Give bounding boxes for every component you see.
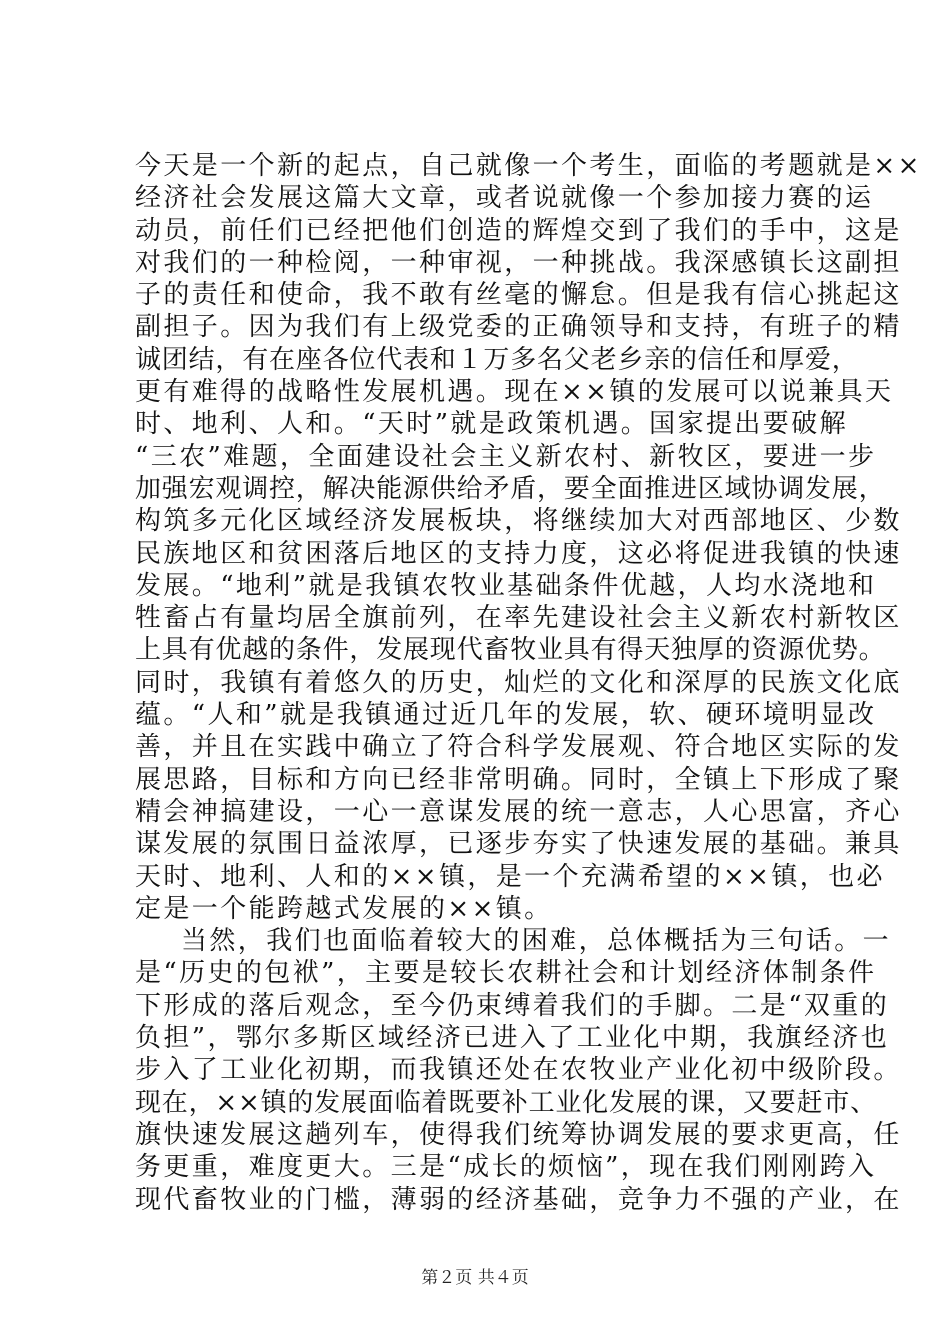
text-line: 经济社会发展这篇大文章，或者说就像一个参加接力赛的运	[135, 183, 874, 214]
text-line: 下形成的落后观念，至今仍束缚着我们的手脚。二是“双重的	[135, 990, 890, 1021]
text-line: 牲畜占有量均居全旗前列，在率先建设社会主义新农村新牧区	[135, 603, 902, 634]
text-line: “三农”难题，全面建设社会主义新农村、新牧区，要进一步	[135, 441, 877, 472]
text-line: 谋发展的氛围日益浓厚，已逐步夯实了快速发展的基础。兼具	[135, 829, 902, 860]
text-line: 民族地区和贫困落后地区的支持力度，这必将促进我镇的快速	[135, 538, 902, 569]
text-line: 旗快速发展这趟列车，使得我们统筹协调发展的要求更高，任	[135, 1119, 902, 1150]
text-line: 今天是一个新的起点，自己就像一个考生，面临的考题就是××	[135, 151, 922, 181]
text-line: 善，并且在实践中确立了符合科学发展观、符合地区实际的发	[135, 732, 902, 763]
text-line: 加强宏观调控，解决能源供给矛盾，要全面推进区域协调发展，	[135, 473, 886, 504]
text-line: 发展。“地利”就是我镇农牧业基础条件优越，人均水浇地和	[135, 570, 877, 601]
text-line: 精会神搞建设，一心一意谋发展的统一意志，人心思富，齐心	[135, 796, 902, 827]
page-footer: 第２页 共４页	[421, 1268, 529, 1288]
text-line: 天时、地利、人和的××镇，是一个充满希望的××镇，也必	[135, 861, 885, 892]
paragraph-start-line: 当然，我们也面临着较大的困难，总体概括为三句话。一	[181, 926, 892, 957]
text-line: 同时，我镇有着悠久的历史，灿烂的文化和深厚的民族文化底	[135, 667, 902, 698]
text-line: 对我们的一种检阅，一种审视，一种挑战。我深感镇长这副担	[135, 247, 902, 278]
text-line: 副担子。因为我们有上级党委的正确领导和支持，有班子的精	[135, 312, 902, 343]
text-line: 时、地利、人和。“天时”就是政策机遇。国家提出要破解	[135, 409, 848, 440]
text-line: 更有难得的战略性发展机遇。现在××镇的发展可以说兼具天	[135, 377, 894, 408]
text-line: 务更重，难度更大。三是“成长的烦恼”，现在我们刚刚跨入	[135, 1152, 877, 1183]
text-line: 是“历史的包袱”，主要是较长农耕社会和计划经济体制条件	[135, 958, 877, 989]
body-text	[135, 150, 922, 1216]
text-line: 现在，××镇的发展面临着既要补工业化发展的课，又要赶市、	[135, 1087, 877, 1118]
text-line: 子的责任和使命，我不敢有丝毫的懈怠。但是我有信心挑起这	[135, 280, 902, 311]
text-line: 诚团结，有在座各位代表和１万多名父老乡亲的信任和厚爱，	[135, 344, 859, 375]
text-line: 蕴。“人和”就是我镇通过近几年的发展，软、硬环境明显改	[135, 700, 877, 731]
text-line: 定是一个能跨越式发展的××镇。	[135, 893, 553, 924]
text-line: 步入了工业化初期，而我镇还处在农牧业产业化初中级阶段。	[135, 1055, 902, 1086]
text-line: 现代畜牧业的门槛，薄弱的经济基础，竞争力不强的产业，在	[135, 1184, 902, 1215]
text-line: 上具有优越的条件，发展现代畜牧业具有得天独厚的资源优势。	[135, 635, 886, 666]
text-line: 负担”，鄂尔多斯区域经济已进入了工业化中期，我旗经济也	[135, 1023, 890, 1054]
text-line: 构筑多元化区域经济发展板块，将继续加大对西部地区、少数	[135, 506, 902, 537]
text-line: 动员，前任们已经把他们创造的辉煌交到了我们的手中，这是	[135, 215, 902, 246]
text-line: 展思路，目标和方向已经非常明确。同时，全镇上下形成了聚	[135, 764, 902, 795]
